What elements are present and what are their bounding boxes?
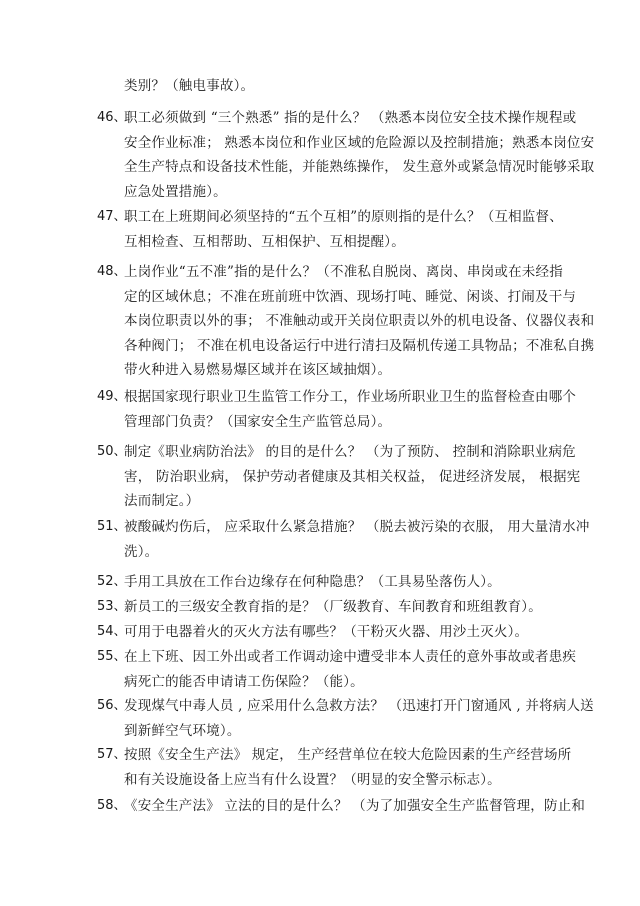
item-number: 54、 (97, 624, 127, 639)
item-text-line: 互相检查、互相帮助、互相保护、互相提醒）。 (124, 233, 405, 250)
item-text-line: 手用工具放在工作台边缘存在何种隐患？（工具易坠落伤人）。 (124, 574, 501, 590)
item-text-line: 管理部门负责？（国家安全生产监管总局）。 (124, 413, 392, 430)
item-text-line: 新员工的三级安全教育指的是？（厂级教育、车间教育和班组教育）。 (124, 599, 542, 615)
item-text-line: 本岗位职责以外的事； 不准触动或开关岗位职责以外的机电设备、仪器仪表和 (124, 313, 595, 329)
item-text-line: 害， 防治职业病， 保护劳动者健康及其相关权益， 促进经济发展， 根据宪 (124, 468, 581, 485)
item-text-line: 到新鲜空气环境）。 (124, 722, 241, 739)
item-text-line: 上岗作业“五不准”指的是什么？（不准私自脱岗、离岗、串岗或在未经指 (124, 264, 563, 280)
item-number: 50、 (97, 444, 127, 459)
item-number: 57、 (97, 747, 127, 762)
item-number: 55、 (97, 649, 127, 664)
item-text-line: 带火种进入易燃易爆区域并在该区域抽烟）。 (124, 362, 392, 378)
item-text-line: 安全作业标准； 熟悉本岗位和作业区域的危险源以及控制措施；熟悉本岗位安 (124, 134, 595, 151)
item-text-line: 按照《安全生产法》 规定， 生产经营单位在较大危险因素的生产经营场所 (124, 747, 572, 763)
item-text-line: 职工必须做到 “三个熟悉” 指的是什么？ （熟悉本岗位安全技术操作规程或 (124, 110, 577, 126)
item-text-line: 制定《职业病防治法》 的目的是什么？ （为了预防、 控制和消除职业病危 (124, 444, 576, 460)
item-number: 51、 (97, 519, 127, 534)
item-text-line: 病死亡的能否申请请工伤保险？（能）。 (124, 673, 364, 690)
item-text-line: 全生产特点和设备技术性能，并能熟练操作， 发生意外或紧急情况时能够采取 (124, 159, 595, 175)
item-number: 56、 (97, 698, 127, 713)
item-text-line: 法而制定。） (124, 493, 200, 509)
item-text-line: 定的区域休息；不准在班前班中饮酒、现场打吨、睡觉、闲谈、打闹及干与 (124, 288, 577, 305)
item-text-line: 类别？（触电事故）。 (124, 78, 255, 94)
item-text-line: 可用于电器着火的灭火方法有哪些？（干粉灭火器、用沙土灭火）。 (124, 624, 529, 640)
item-text-line: 应急处置措施）。 (124, 183, 227, 200)
item-number: 49、 (97, 389, 127, 404)
item-text-line: 和有关设施设备上应当有什么设置？（明显的安全警示标志）。 (124, 771, 501, 788)
item-number: 53、 (97, 599, 127, 614)
item-number: 58、 (97, 798, 127, 813)
item-text-line: 洗）。 (124, 543, 159, 560)
item-number: 48、 (97, 264, 127, 279)
item-text-line: 职工在上班期间必须坚持的“五个互相”的原则指的是什么？（互相监督、 (124, 209, 563, 225)
item-text-line: 发现煤气中毒人员 , 应采用什么急救方法？ （迅速打开门窗通风 , 并将病人送 (124, 698, 594, 714)
item-number: 47、 (97, 209, 127, 224)
item-text-line: 在上下班、因工外出或者工作调动途中遭受非本人责任的意外事故或者患疾 (124, 649, 577, 665)
item-text-line: 《安全生产法》 立法的目的是什么？ （为了加强安全生产监督管理，防止和 (124, 798, 586, 814)
item-text-line: 被酸碱灼伤后， 应采取什么紧急措施？ （脱去被污染的衣服， 用大量清水冲 (124, 519, 590, 535)
item-number: 52、 (97, 574, 127, 589)
item-text-line: 各种阀门； 不准在机电设备运行中进行清扫及隔机传递工具物品；不准私自携 (124, 337, 595, 354)
item-number: 46、 (97, 110, 127, 125)
item-text-line: 根据国家现行职业卫生监管工作分工，作业场所职业卫生的监督检查由哪个 (124, 389, 577, 405)
